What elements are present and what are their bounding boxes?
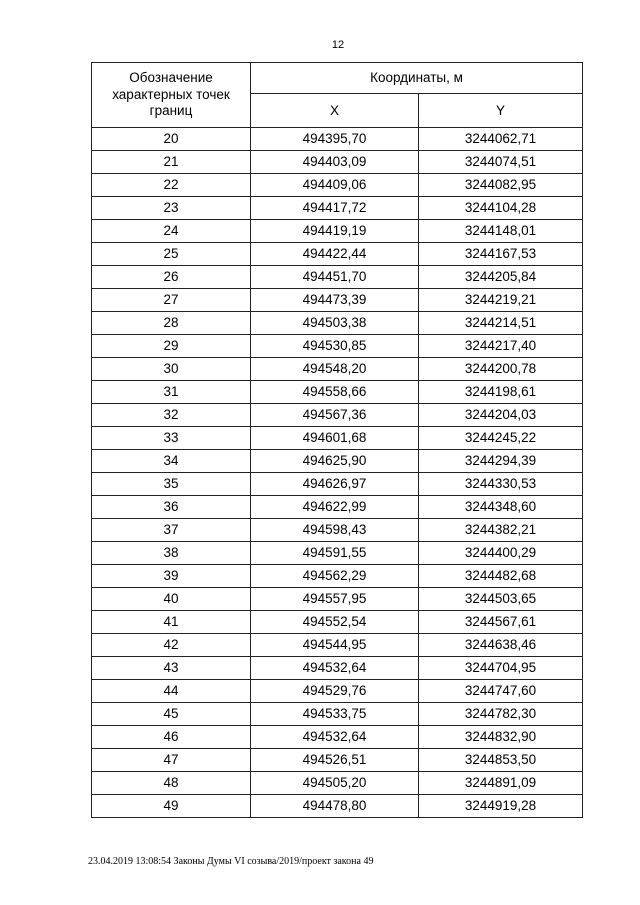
x-coordinate-cell: 494557,95 <box>251 588 419 611</box>
y-coordinate-cell: 3244638,46 <box>419 634 583 657</box>
x-coordinate-cell: 494451,70 <box>251 266 419 289</box>
point-cell: 26 <box>92 266 251 289</box>
table-row <box>92 519 583 542</box>
table-row <box>92 703 583 726</box>
header-point-designation: Обозначение характерных точек границ <box>92 63 251 128</box>
table-row <box>92 680 583 703</box>
point-cell: 27 <box>92 289 251 312</box>
y-coordinate-cell: 3244214,51 <box>419 312 583 335</box>
y-coordinate-cell: 3244567,61 <box>419 611 583 634</box>
y-coordinate-cell: 3244348,60 <box>419 496 583 519</box>
y-coordinate-cell: 3244747,60 <box>419 680 583 703</box>
table-row <box>92 243 583 266</box>
table-row <box>92 726 583 749</box>
x-coordinate-cell: 494622,99 <box>251 496 419 519</box>
point-cell: 34 <box>92 450 251 473</box>
point-cell: 45 <box>92 703 251 726</box>
header-x: X <box>251 94 419 128</box>
x-coordinate-cell: 494598,43 <box>251 519 419 542</box>
table-row <box>92 795 583 818</box>
y-coordinate-cell: 3244853,50 <box>419 749 583 772</box>
x-coordinate-cell: 494409,06 <box>251 174 419 197</box>
table-row <box>92 358 583 381</box>
table-row <box>92 427 583 450</box>
x-coordinate-cell: 494552,54 <box>251 611 419 634</box>
x-coordinate-cell: 494503,38 <box>251 312 419 335</box>
x-coordinate-cell: 494591,55 <box>251 542 419 565</box>
point-cell: 22 <box>92 174 251 197</box>
point-cell: 28 <box>92 312 251 335</box>
y-coordinate-cell: 3244245,22 <box>419 427 583 450</box>
table-row <box>92 749 583 772</box>
y-coordinate-cell: 3244832,90 <box>419 726 583 749</box>
x-coordinate-cell: 494478,80 <box>251 795 419 818</box>
x-coordinate-cell: 494532,64 <box>251 726 419 749</box>
point-cell: 36 <box>92 496 251 519</box>
y-coordinate-cell: 3244219,21 <box>419 289 583 312</box>
table-row <box>92 634 583 657</box>
table-row <box>92 174 583 197</box>
point-cell: 37 <box>92 519 251 542</box>
y-coordinate-cell: 3244074,51 <box>419 151 583 174</box>
point-cell: 31 <box>92 381 251 404</box>
table-row <box>92 220 583 243</box>
point-cell: 40 <box>92 588 251 611</box>
y-coordinate-cell: 3244482,68 <box>419 565 583 588</box>
table-row <box>92 565 583 588</box>
table-row <box>92 772 583 795</box>
x-coordinate-cell: 494533,75 <box>251 703 419 726</box>
x-coordinate-cell: 494548,20 <box>251 358 419 381</box>
y-coordinate-cell: 3244062,71 <box>419 128 583 151</box>
point-cell: 20 <box>92 128 251 151</box>
y-coordinate-cell: 3244782,30 <box>419 703 583 726</box>
x-coordinate-cell: 494403,09 <box>251 151 419 174</box>
y-coordinate-cell: 3244204,03 <box>419 404 583 427</box>
point-cell: 21 <box>92 151 251 174</box>
y-coordinate-cell: 3244294,39 <box>419 450 583 473</box>
y-coordinate-cell: 3244200,78 <box>419 358 583 381</box>
x-coordinate-cell: 494625,90 <box>251 450 419 473</box>
y-coordinate-cell: 3244382,21 <box>419 519 583 542</box>
y-coordinate-cell: 3244704,95 <box>419 657 583 680</box>
table-row <box>92 657 583 680</box>
table-body <box>92 128 583 818</box>
x-coordinate-cell: 494532,64 <box>251 657 419 680</box>
x-coordinate-cell: 494558,66 <box>251 381 419 404</box>
point-cell: 41 <box>92 611 251 634</box>
x-coordinate-cell: 494530,85 <box>251 335 419 358</box>
table-row <box>92 266 583 289</box>
table-row <box>92 335 583 358</box>
x-coordinate-cell: 494526,51 <box>251 749 419 772</box>
y-coordinate-cell: 3244104,28 <box>419 197 583 220</box>
y-coordinate-cell: 3244148,01 <box>419 220 583 243</box>
point-cell: 33 <box>92 427 251 450</box>
point-cell: 46 <box>92 726 251 749</box>
y-coordinate-cell: 3244082,95 <box>419 174 583 197</box>
point-cell: 47 <box>92 749 251 772</box>
point-cell: 44 <box>92 680 251 703</box>
point-cell: 39 <box>92 565 251 588</box>
x-coordinate-cell: 494422,44 <box>251 243 419 266</box>
page-number: 12 <box>331 39 345 51</box>
point-cell: 35 <box>92 473 251 496</box>
table-row <box>92 450 583 473</box>
table-row <box>92 197 583 220</box>
header-coordinates: Координаты, м <box>251 63 583 94</box>
x-coordinate-cell: 494601,68 <box>251 427 419 450</box>
table-row <box>92 128 583 151</box>
table-row <box>92 542 583 565</box>
x-coordinate-cell: 494562,29 <box>251 565 419 588</box>
y-coordinate-cell: 3244891,09 <box>419 772 583 795</box>
point-cell: 25 <box>92 243 251 266</box>
point-cell: 49 <box>92 795 251 818</box>
point-cell: 23 <box>92 197 251 220</box>
y-coordinate-cell: 3244919,28 <box>419 795 583 818</box>
table-row <box>92 611 583 634</box>
table-row <box>92 473 583 496</box>
y-coordinate-cell: 3244503,65 <box>419 588 583 611</box>
x-coordinate-cell: 494473,39 <box>251 289 419 312</box>
table-row <box>92 312 583 335</box>
coordinates-table <box>91 62 583 818</box>
y-coordinate-cell: 3244205,84 <box>419 266 583 289</box>
table-row <box>92 404 583 427</box>
x-coordinate-cell: 494529,76 <box>251 680 419 703</box>
point-cell: 48 <box>92 772 251 795</box>
point-cell: 32 <box>92 404 251 427</box>
table-row <box>92 381 583 404</box>
table-row <box>92 496 583 519</box>
point-cell: 24 <box>92 220 251 243</box>
point-cell: 30 <box>92 358 251 381</box>
y-coordinate-cell: 3244167,53 <box>419 243 583 266</box>
table-row <box>92 151 583 174</box>
x-coordinate-cell: 494505,20 <box>251 772 419 795</box>
header-y: Y <box>419 94 583 128</box>
x-coordinate-cell: 494419,19 <box>251 220 419 243</box>
point-cell: 38 <box>92 542 251 565</box>
point-cell: 42 <box>92 634 251 657</box>
y-coordinate-cell: 3244330,53 <box>419 473 583 496</box>
x-coordinate-cell: 494395,70 <box>251 128 419 151</box>
x-coordinate-cell: 494626,97 <box>251 473 419 496</box>
x-coordinate-cell: 494417,72 <box>251 197 419 220</box>
y-coordinate-cell: 3244198,61 <box>419 381 583 404</box>
point-cell: 29 <box>92 335 251 358</box>
table-row <box>92 588 583 611</box>
x-coordinate-cell: 494544,95 <box>251 634 419 657</box>
y-coordinate-cell: 3244400,29 <box>419 542 583 565</box>
x-coordinate-cell: 494567,36 <box>251 404 419 427</box>
y-coordinate-cell: 3244217,40 <box>419 335 583 358</box>
point-cell: 43 <box>92 657 251 680</box>
footer-stamp: 23.04.2019 13:08:54 Законы Думы VI созыва/2019/проект закона 49 <box>88 856 374 867</box>
table-row <box>92 289 583 312</box>
